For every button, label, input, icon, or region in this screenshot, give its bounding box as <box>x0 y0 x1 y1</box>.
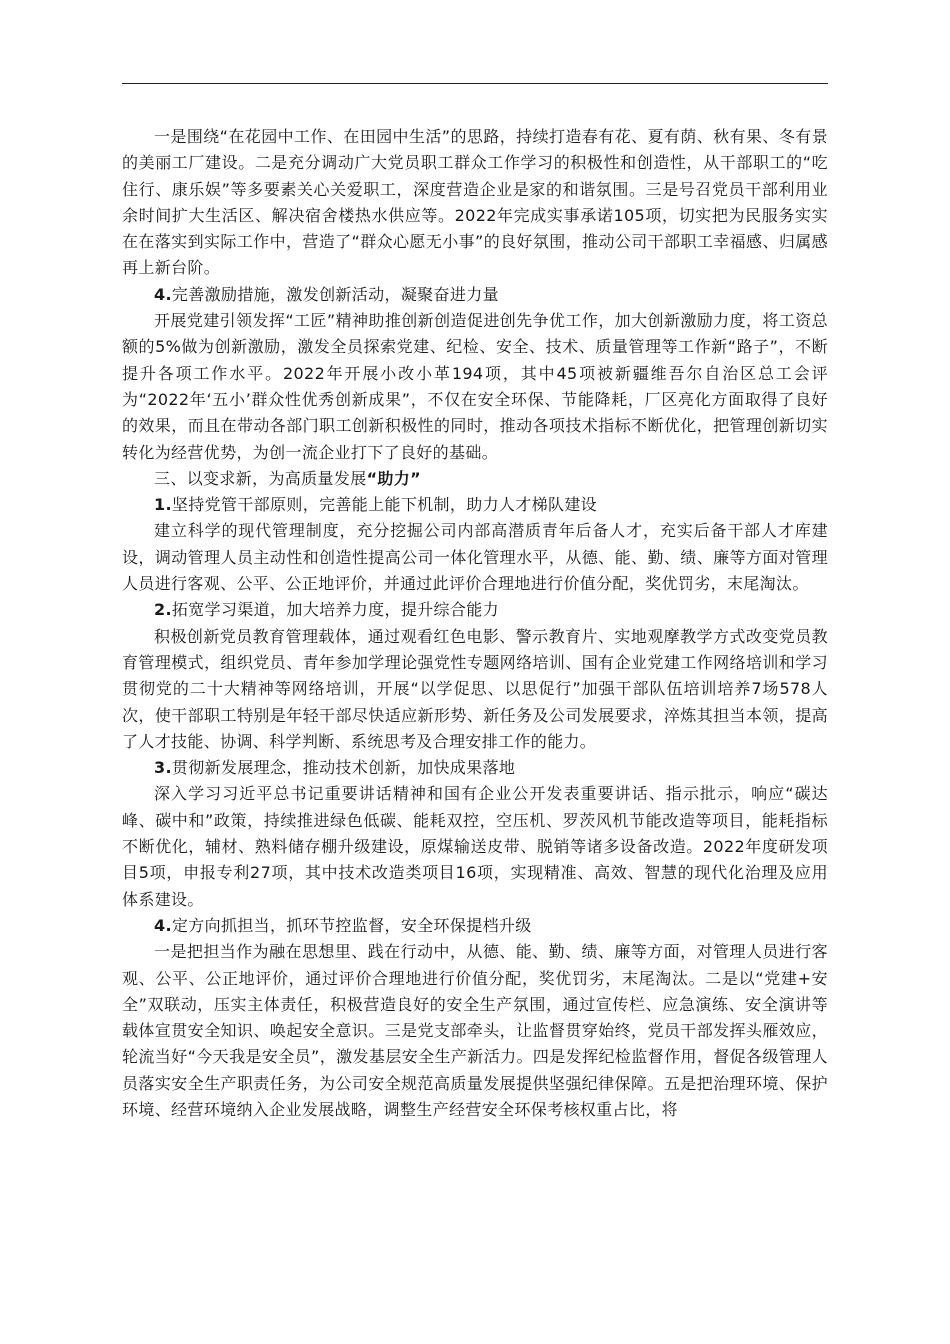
section-heading-text: 三、以变求新，为高质量发展 <box>154 468 367 488</box>
subheading-number: 2. <box>154 600 172 620</box>
subheading-text: 完善激励措施，激发创新活动，凝聚奋进力量 <box>171 284 499 304</box>
paragraph-body-6: 一是把担当作为融在思想里、践在行动中，从德、能、勤、绩、廉等方面，对管理人员进行客观、公平、公正地评价，通过评价合理地进行价值分配，奖优罚劣，末尾淘汰。二是以“党建+安全”双联动，压实主体责任，积极营造良好的安全生产氛围，通过宣传栏、应急演练、安全演讲等载体宣贯安全知识、唤起安全意识。三是党支部牵头，让监督贯穿始终，党员干部发挥头雁效应，轮流当好“今天我是安全员”，激发基层安全生产新活力。四是发挥纪检监督作用，督促各级管理人员落实安全生产职责任务，为公司安全规范高质量发展提供坚强纪律保障。五是把治理环境、保护环境、经营环境纳入企业发展战略，调整生产经营安全环保考核权重占比，将 <box>122 942 828 1119</box>
subheading-4-incentives <box>122 282 828 308</box>
subheading-text: 坚持党管干部原则，完善能上能下机制，助力人才梯队建设 <box>171 495 598 515</box>
subheading-text: 贯彻新发展理念，推动技术创新，加快成果落地 <box>171 758 516 778</box>
paragraph-body-2: 开展党建引领发挥“工匠”精神助推创新创造促进创先争优工作，加大创新激励力度，将工资总额的5%做为创新激励，激发全员探索党建、纪检、安全、技术、质量管理等工作新“路子”，不断提升各项工作水平。2022年开展小改小革194项，其中45项被新疆维吾尔自治区总工会评为“2022年‘五小’群众性优秀创新成果”，不仅在安全环保、节能降耗，厂区亮化方面取得了良好的效果，而且在带动各部门职工创新积极性的同时，推动各项技术指标不断优化，把管理创新切实转化为经营优势，为创一流企业打下了良好的基础。 <box>122 311 828 462</box>
document-body <box>122 124 828 1123</box>
subheading-text: 拓宽学习渠道，加大培养力度，提升综合能力 <box>171 600 499 620</box>
subheading-number: 1. <box>154 495 172 515</box>
paragraph-body-3: 建立科学的现代管理制度，充分挖掘公司内部高潜质青年后备人才，充实后备干部人才库建设，调动管理人员主动性和创造性提高公司一体化管理水平，从德、能、勤、绩、廉等方面对管理人员进行客观、公平、公正地评价，并通过此评价合理地进行价值分配，奖优罚劣，末尾淘汰。 <box>122 521 828 594</box>
subheading-text: 定方向抓担当，抓环节控监督，安全环保提档升级 <box>171 915 532 935</box>
section-heading-bold: “助力” <box>366 468 421 488</box>
paragraph-body-1: 一是围绕“在花园中工作、在田园中生活”的思路，持续打造春有花、夏有荫、秋有果、冬有景的美丽工厂建设。二是充分调动广大党员职工群众工作学习的积极性和创造性，从干部职工的“吃住行、康乐娱”等多要素关心关爱职工，深度营造企业是家的和谐氛围。三是号召党员干部利用业余时间扩大生活区、解决宿舍楼热水供应等。2022年完成实事承诺105项，切实把为民服务实实在在落实到实际工作中，营造了“群众心愿无小事”的良好氛围，推动公司干部职工幸福感、归属感再上新台阶。 <box>122 127 828 278</box>
subheading-number: 4. <box>154 284 172 304</box>
paragraph-body-5: 深入学习习近平总书记重要讲话精神和国有企业公开发表重要讲话、指示批示，响应“碳达峰、碳中和”政策，持续推进绿色低碳、能耗双控，空压机、罗茨风机节能改造等项目，能耗指标不断优化，辅材、熟料储存棚升级建设，原煤输送皮带、脱销等诸多设备改造。2022年度研发项目5项，申报专利27项，其中技术改造类项目16项，实现精准、高效、智慧的现代化治理及应用体系建设。 <box>122 784 828 909</box>
subheading-4-safety <box>122 913 828 939</box>
subheading-1-cadre <box>122 492 828 518</box>
subheading-3-innovation <box>122 755 828 781</box>
paragraph-body-4: 积极创新党员教育管理载体，通过观看红色电影、警示教育片、实地观摩教学方式改变党员教育管理模式，组织党员、青年参加学理论强党性专题网络培训、国有企业党建工作网络培训和学习贯彻党的二十大精神等网络培训，开展“以学促思、以思促行”加强干部队伍培训培养7场578人次，使干部职工特别是年轻干部尽快适应新形势、新任务及公司发展要求，淬炼其担当本领，提高了人才技能、协调、科学判断、系统思考及合理安排工作的能力。 <box>122 626 828 751</box>
subheading-number: 4. <box>154 915 172 935</box>
section-heading-3 <box>122 466 828 492</box>
subheading-2-learning <box>122 597 828 623</box>
header-rule <box>122 83 828 84</box>
subheading-number: 3. <box>154 758 172 778</box>
